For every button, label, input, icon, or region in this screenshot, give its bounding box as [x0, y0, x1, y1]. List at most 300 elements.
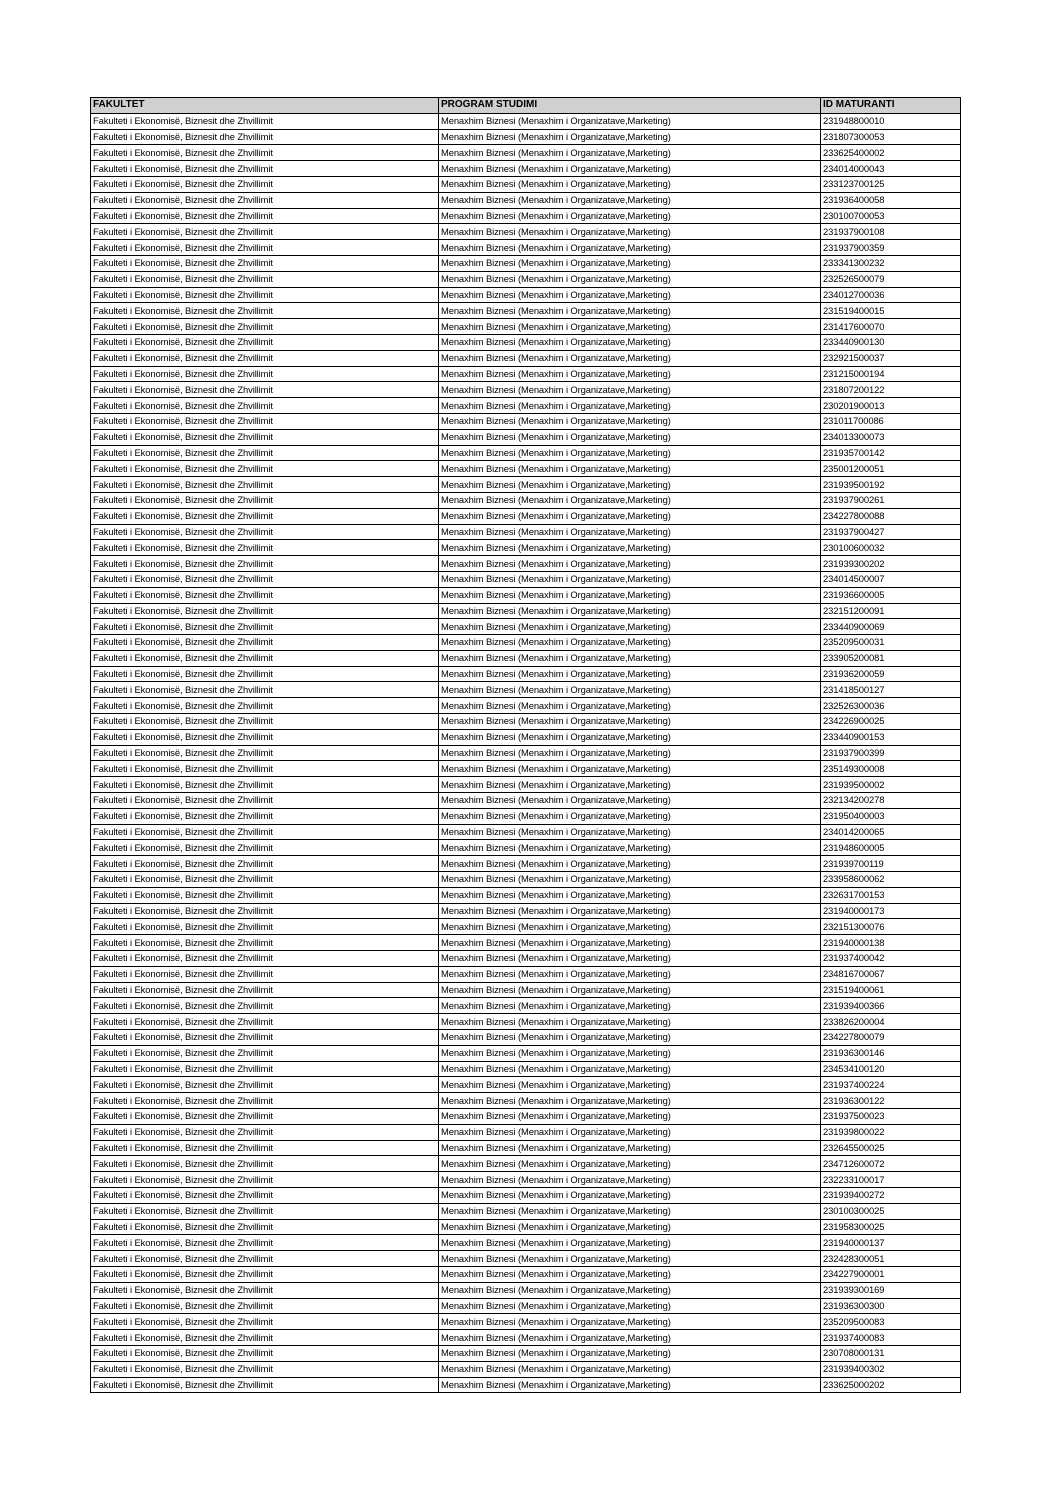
table-row	[91, 1235, 961, 1251]
cell-id: 232233100017	[821, 1172, 961, 1188]
cell-id: 231418500127	[821, 682, 961, 698]
cell-program: Menaxhim Biznesi (Menaxhim i Organizatave,Marketing)	[439, 508, 821, 524]
table-row	[91, 982, 961, 998]
cell-faculty: Fakulteti i Ekonomisë, Biznesit dhe Zhvillimit	[91, 129, 439, 145]
cell-faculty: Fakulteti i Ekonomisë, Biznesit dhe Zhvillimit	[91, 1061, 439, 1077]
cell-program: Menaxhim Biznesi (Menaxhim i Organizatave,Marketing)	[439, 1109, 821, 1125]
cell-program: Menaxhim Biznesi (Menaxhim i Organizatave,Marketing)	[439, 1219, 821, 1235]
cell-program: Menaxhim Biznesi (Menaxhim i Organizatave,Marketing)	[439, 571, 821, 587]
table-row	[91, 698, 961, 714]
cell-id: 233440900130	[821, 334, 961, 350]
table-row	[91, 935, 961, 951]
cell-faculty: Fakulteti i Ekonomisë, Biznesit dhe Zhvillimit	[91, 524, 439, 540]
table-row	[91, 793, 961, 809]
cell-faculty: Fakulteti i Ekonomisë, Biznesit dhe Zhvillimit	[91, 1266, 439, 1282]
cell-id: 231519400015	[821, 303, 961, 319]
cell-program: Menaxhim Biznesi (Menaxhim i Organizatave,Marketing)	[439, 1314, 821, 1330]
cell-faculty: Fakulteti i Ekonomisë, Biznesit dhe Zhvillimit	[91, 935, 439, 951]
cell-program: Menaxhim Biznesi (Menaxhim i Organizatave,Marketing)	[439, 208, 821, 224]
cell-faculty: Fakulteti i Ekonomisë, Biznesit dhe Zhvillimit	[91, 492, 439, 508]
cell-program: Menaxhim Biznesi (Menaxhim i Organizatave,Marketing)	[439, 1298, 821, 1314]
cell-id: 231940000138	[821, 935, 961, 951]
cell-id: 231807300053	[821, 129, 961, 145]
cell-faculty: Fakulteti i Ekonomisë, Biznesit dhe Zhvillimit	[91, 334, 439, 350]
table-row	[91, 1172, 961, 1188]
cell-faculty: Fakulteti i Ekonomisë, Biznesit dhe Zhvillimit	[91, 824, 439, 840]
table-row	[91, 176, 961, 192]
table-row	[91, 1061, 961, 1077]
table-body	[91, 113, 961, 1393]
cell-faculty: Fakulteti i Ekonomisë, Biznesit dhe Zhvillimit	[91, 919, 439, 935]
cell-id: 231948800010	[821, 113, 961, 129]
cell-faculty: Fakulteti i Ekonomisë, Biznesit dhe Zhvillimit	[91, 619, 439, 635]
cell-faculty: Fakulteti i Ekonomisë, Biznesit dhe Zhvillimit	[91, 461, 439, 477]
cell-faculty: Fakulteti i Ekonomisë, Biznesit dhe Zhvillimit	[91, 714, 439, 730]
cell-id: 233826200004	[821, 1014, 961, 1030]
cell-id: 230708000131	[821, 1345, 961, 1361]
cell-program: Menaxhim Biznesi (Menaxhim i Organizatave,Marketing)	[439, 1361, 821, 1377]
table-row	[91, 1045, 961, 1061]
cell-program: Menaxhim Biznesi (Menaxhim i Organizatave,Marketing)	[439, 477, 821, 493]
table-row	[91, 682, 961, 698]
table-row	[91, 1156, 961, 1172]
cell-id: 231939400302	[821, 1361, 961, 1377]
cell-id: 232921500037	[821, 350, 961, 366]
table-row	[91, 998, 961, 1014]
table-row	[91, 287, 961, 303]
cell-faculty: Fakulteti i Ekonomisë, Biznesit dhe Zhvillimit	[91, 319, 439, 335]
cell-program: Menaxhim Biznesi (Menaxhim i Organizatave,Marketing)	[439, 1203, 821, 1219]
table-row	[91, 161, 961, 177]
cell-program: Menaxhim Biznesi (Menaxhim i Organizatave,Marketing)	[439, 824, 821, 840]
cell-id: 235149300008	[821, 761, 961, 777]
table-row	[91, 1219, 961, 1235]
data-table	[90, 97, 961, 1393]
cell-id: 232151200091	[821, 603, 961, 619]
table-row	[91, 840, 961, 856]
cell-program: Menaxhim Biznesi (Menaxhim i Organizatave,Marketing)	[439, 935, 821, 951]
cell-faculty: Fakulteti i Ekonomisë, Biznesit dhe Zhvillimit	[91, 571, 439, 587]
table-row	[91, 966, 961, 982]
cell-program: Menaxhim Biznesi (Menaxhim i Organizatave,Marketing)	[439, 619, 821, 635]
cell-faculty: Fakulteti i Ekonomisë, Biznesit dhe Zhvillimit	[91, 271, 439, 287]
header-program: PROGRAM STUDIMI	[439, 98, 821, 114]
table-row	[91, 1014, 961, 1030]
cell-id: 234014200065	[821, 824, 961, 840]
cell-id: 231948600005	[821, 840, 961, 856]
cell-faculty: Fakulteti i Ekonomisë, Biznesit dhe Zhvillimit	[91, 1235, 439, 1251]
header-faculty: FAKULTET	[91, 98, 439, 114]
table-row	[91, 745, 961, 761]
cell-program: Menaxhim Biznesi (Menaxhim i Organizatave,Marketing)	[439, 919, 821, 935]
cell-program: Menaxhim Biznesi (Menaxhim i Organizatave,Marketing)	[439, 1124, 821, 1140]
cell-faculty: Fakulteti i Ekonomisë, Biznesit dhe Zhvillimit	[91, 1361, 439, 1377]
cell-id: 231950400003	[821, 808, 961, 824]
cell-program: Menaxhim Biznesi (Menaxhim i Organizatave,Marketing)	[439, 872, 821, 888]
cell-id: 233958600062	[821, 872, 961, 888]
table-row	[91, 587, 961, 603]
cell-id: 232526500079	[821, 271, 961, 287]
header-id: ID MATURANTI	[821, 98, 961, 114]
cell-program: Menaxhim Biznesi (Menaxhim i Organizatave,Marketing)	[439, 982, 821, 998]
cell-program: Menaxhim Biznesi (Menaxhim i Organizatave,Marketing)	[439, 129, 821, 145]
table-row	[91, 413, 961, 429]
table-row	[91, 445, 961, 461]
table-row	[91, 903, 961, 919]
cell-program: Menaxhim Biznesi (Menaxhim i Organizatave,Marketing)	[439, 492, 821, 508]
cell-id: 231937400083	[821, 1330, 961, 1346]
cell-id: 231939500002	[821, 777, 961, 793]
cell-faculty: Fakulteti i Ekonomisë, Biznesit dhe Zhvillimit	[91, 698, 439, 714]
cell-program: Menaxhim Biznesi (Menaxhim i Organizatave,Marketing)	[439, 287, 821, 303]
table-row	[91, 635, 961, 651]
cell-id: 230201900013	[821, 398, 961, 414]
cell-id: 232526300036	[821, 698, 961, 714]
cell-program: Menaxhim Biznesi (Menaxhim i Organizatave,Marketing)	[439, 714, 821, 730]
table-row	[91, 492, 961, 508]
table-row	[91, 350, 961, 366]
table-row	[91, 603, 961, 619]
cell-faculty: Fakulteti i Ekonomisë, Biznesit dhe Zhvillimit	[91, 445, 439, 461]
table-row	[91, 113, 961, 129]
cell-faculty: Fakulteti i Ekonomisë, Biznesit dhe Zhvillimit	[91, 1077, 439, 1093]
cell-program: Menaxhim Biznesi (Menaxhim i Organizatave,Marketing)	[439, 603, 821, 619]
cell-program: Menaxhim Biznesi (Menaxhim i Organizatave,Marketing)	[439, 635, 821, 651]
table-row	[91, 540, 961, 556]
cell-id: 234014500007	[821, 571, 961, 587]
cell-program: Menaxhim Biznesi (Menaxhim i Organizatave,Marketing)	[439, 445, 821, 461]
table-row	[91, 1314, 961, 1330]
cell-faculty: Fakulteti i Ekonomisë, Biznesit dhe Zhvillimit	[91, 808, 439, 824]
cell-program: Menaxhim Biznesi (Menaxhim i Organizatave,Marketing)	[439, 840, 821, 856]
cell-id: 235001200051	[821, 461, 961, 477]
cell-program: Menaxhim Biznesi (Menaxhim i Organizatave,Marketing)	[439, 176, 821, 192]
cell-id: 231937900108	[821, 224, 961, 240]
cell-faculty: Fakulteti i Ekonomisë, Biznesit dhe Zhvillimit	[91, 540, 439, 556]
cell-program: Menaxhim Biznesi (Menaxhim i Organizatave,Marketing)	[439, 1093, 821, 1109]
cell-faculty: Fakulteti i Ekonomisë, Biznesit dhe Zhvillimit	[91, 635, 439, 651]
cell-id: 233625000202	[821, 1377, 961, 1393]
cell-id: 231519400061	[821, 982, 961, 998]
table-row	[91, 1140, 961, 1156]
cell-faculty: Fakulteti i Ekonomisë, Biznesit dhe Zhvillimit	[91, 208, 439, 224]
cell-faculty: Fakulteti i Ekonomisë, Biznesit dhe Zhvillimit	[91, 1298, 439, 1314]
cell-id: 230100600032	[821, 540, 961, 556]
cell-faculty: Fakulteti i Ekonomisë, Biznesit dhe Zhvillimit	[91, 1030, 439, 1046]
cell-faculty: Fakulteti i Ekonomisë, Biznesit dhe Zhvillimit	[91, 761, 439, 777]
cell-faculty: Fakulteti i Ekonomisë, Biznesit dhe Zhvillimit	[91, 255, 439, 271]
table-row	[91, 729, 961, 745]
cell-program: Menaxhim Biznesi (Menaxhim i Organizatave,Marketing)	[439, 271, 821, 287]
cell-program: Menaxhim Biznesi (Menaxhim i Organizatave,Marketing)	[439, 777, 821, 793]
cell-id: 232645500025	[821, 1140, 961, 1156]
cell-program: Menaxhim Biznesi (Menaxhim i Organizatave,Marketing)	[439, 382, 821, 398]
cell-id: 233440900153	[821, 729, 961, 745]
cell-program: Menaxhim Biznesi (Menaxhim i Organizatave,Marketing)	[439, 556, 821, 572]
cell-program: Menaxhim Biznesi (Menaxhim i Organizatave,Marketing)	[439, 161, 821, 177]
cell-faculty: Fakulteti i Ekonomisë, Biznesit dhe Zhvillimit	[91, 1251, 439, 1267]
cell-id: 232631700153	[821, 887, 961, 903]
cell-faculty: Fakulteti i Ekonomisë, Biznesit dhe Zhvillimit	[91, 1345, 439, 1361]
cell-id: 233440900069	[821, 619, 961, 635]
cell-program: Menaxhim Biznesi (Menaxhim i Organizatave,Marketing)	[439, 1077, 821, 1093]
cell-id: 231936300146	[821, 1045, 961, 1061]
cell-faculty: Fakulteti i Ekonomisë, Biznesit dhe Zhvillimit	[91, 729, 439, 745]
cell-id: 231939500192	[821, 477, 961, 493]
cell-id: 234816700067	[821, 966, 961, 982]
cell-faculty: Fakulteti i Ekonomisë, Biznesit dhe Zhvillimit	[91, 745, 439, 761]
cell-id: 231939300169	[821, 1282, 961, 1298]
cell-id: 231417600070	[821, 319, 961, 335]
table-row	[91, 1109, 961, 1125]
cell-faculty: Fakulteti i Ekonomisë, Biznesit dhe Zhvillimit	[91, 145, 439, 161]
cell-faculty: Fakulteti i Ekonomisë, Biznesit dhe Zhvillimit	[91, 176, 439, 192]
cell-program: Menaxhim Biznesi (Menaxhim i Organizatave,Marketing)	[439, 966, 821, 982]
cell-faculty: Fakulteti i Ekonomisë, Biznesit dhe Zhvillimit	[91, 1282, 439, 1298]
cell-faculty: Fakulteti i Ekonomisë, Biznesit dhe Zhvillimit	[91, 429, 439, 445]
cell-program: Menaxhim Biznesi (Menaxhim i Organizatave,Marketing)	[439, 729, 821, 745]
cell-program: Menaxhim Biznesi (Menaxhim i Organizatave,Marketing)	[439, 650, 821, 666]
cell-faculty: Fakulteti i Ekonomisë, Biznesit dhe Zhvillimit	[91, 1219, 439, 1235]
cell-program: Menaxhim Biznesi (Menaxhim i Organizatave,Marketing)	[439, 1187, 821, 1203]
cell-program: Menaxhim Biznesi (Menaxhim i Organizatave,Marketing)	[439, 682, 821, 698]
cell-id: 232151300076	[821, 919, 961, 935]
table-row	[91, 1282, 961, 1298]
cell-faculty: Fakulteti i Ekonomisë, Biznesit dhe Zhvillimit	[91, 840, 439, 856]
cell-program: Menaxhim Biznesi (Menaxhim i Organizatave,Marketing)	[439, 240, 821, 256]
table-row	[91, 524, 961, 540]
cell-program: Menaxhim Biznesi (Menaxhim i Organizatave,Marketing)	[439, 1156, 821, 1172]
cell-faculty: Fakulteti i Ekonomisë, Biznesit dhe Zhvillimit	[91, 1377, 439, 1393]
cell-id: 233123700125	[821, 176, 961, 192]
table-row	[91, 1030, 961, 1046]
table-row	[91, 1266, 961, 1282]
cell-id: 234013300073	[821, 429, 961, 445]
cell-id: 231807200122	[821, 382, 961, 398]
table-row	[91, 556, 961, 572]
table-row	[91, 1330, 961, 1346]
table-row	[91, 714, 961, 730]
cell-faculty: Fakulteti i Ekonomisë, Biznesit dhe Zhvillimit	[91, 398, 439, 414]
cell-faculty: Fakulteti i Ekonomisë, Biznesit dhe Zhvillimit	[91, 1045, 439, 1061]
cell-id: 233341300232	[821, 255, 961, 271]
cell-faculty: Fakulteti i Ekonomisë, Biznesit dhe Zhvillimit	[91, 303, 439, 319]
table-row	[91, 571, 961, 587]
cell-id: 231937400224	[821, 1077, 961, 1093]
cell-id: 231939400366	[821, 998, 961, 1014]
cell-id: 234227800088	[821, 508, 961, 524]
cell-id: 234226900025	[821, 714, 961, 730]
cell-program: Menaxhim Biznesi (Menaxhim i Organizatave,Marketing)	[439, 1045, 821, 1061]
table-row	[91, 208, 961, 224]
table-row	[91, 319, 961, 335]
cell-faculty: Fakulteti i Ekonomisë, Biznesit dhe Zhvillimit	[91, 287, 439, 303]
table-row	[91, 145, 961, 161]
cell-faculty: Fakulteti i Ekonomisë, Biznesit dhe Zhvillimit	[91, 382, 439, 398]
cell-faculty: Fakulteti i Ekonomisë, Biznesit dhe Zhvillimit	[91, 556, 439, 572]
table-row	[91, 872, 961, 888]
cell-faculty: Fakulteti i Ekonomisë, Biznesit dhe Zhvillimit	[91, 650, 439, 666]
cell-id: 235209500083	[821, 1314, 961, 1330]
cell-id: 231936300122	[821, 1093, 961, 1109]
cell-faculty: Fakulteti i Ekonomisë, Biznesit dhe Zhvillimit	[91, 113, 439, 129]
cell-program: Menaxhim Biznesi (Menaxhim i Organizatave,Marketing)	[439, 745, 821, 761]
cell-program: Menaxhim Biznesi (Menaxhim i Organizatave,Marketing)	[439, 413, 821, 429]
cell-id: 234227800079	[821, 1030, 961, 1046]
cell-id: 231935700142	[821, 445, 961, 461]
cell-id: 234712600072	[821, 1156, 961, 1172]
table-row	[91, 777, 961, 793]
cell-faculty: Fakulteti i Ekonomisë, Biznesit dhe Zhvillimit	[91, 477, 439, 493]
table-row	[91, 761, 961, 777]
cell-id: 232428300051	[821, 1251, 961, 1267]
table-row	[91, 1345, 961, 1361]
table-row	[91, 303, 961, 319]
cell-id: 231939300202	[821, 556, 961, 572]
cell-faculty: Fakulteti i Ekonomisë, Biznesit dhe Zhvillimit	[91, 1093, 439, 1109]
cell-faculty: Fakulteti i Ekonomisë, Biznesit dhe Zhvillimit	[91, 1156, 439, 1172]
cell-faculty: Fakulteti i Ekonomisë, Biznesit dhe Zhvillimit	[91, 240, 439, 256]
cell-program: Menaxhim Biznesi (Menaxhim i Organizatave,Marketing)	[439, 192, 821, 208]
cell-program: Menaxhim Biznesi (Menaxhim i Organizatave,Marketing)	[439, 1140, 821, 1156]
cell-id: 231940000173	[821, 903, 961, 919]
table-row	[91, 271, 961, 287]
cell-program: Menaxhim Biznesi (Menaxhim i Organizatave,Marketing)	[439, 524, 821, 540]
cell-program: Menaxhim Biznesi (Menaxhim i Organizatave,Marketing)	[439, 1061, 821, 1077]
cell-id: 231936600005	[821, 587, 961, 603]
cell-faculty: Fakulteti i Ekonomisë, Biznesit dhe Zhvillimit	[91, 793, 439, 809]
table-row	[91, 382, 961, 398]
cell-id: 231011700086	[821, 413, 961, 429]
cell-program: Menaxhim Biznesi (Menaxhim i Organizatave,Marketing)	[439, 903, 821, 919]
cell-id: 231936200059	[821, 666, 961, 682]
cell-faculty: Fakulteti i Ekonomisë, Biznesit dhe Zhvillimit	[91, 1014, 439, 1030]
table-row	[91, 650, 961, 666]
cell-faculty: Fakulteti i Ekonomisë, Biznesit dhe Zhvillimit	[91, 603, 439, 619]
cell-faculty: Fakulteti i Ekonomisë, Biznesit dhe Zhvillimit	[91, 966, 439, 982]
table-row	[91, 1093, 961, 1109]
table-row	[91, 1203, 961, 1219]
cell-faculty: Fakulteti i Ekonomisë, Biznesit dhe Zhvillimit	[91, 1203, 439, 1219]
table-row	[91, 619, 961, 635]
cell-faculty: Fakulteti i Ekonomisë, Biznesit dhe Zhvillimit	[91, 1140, 439, 1156]
cell-id: 230100700053	[821, 208, 961, 224]
table-row	[91, 461, 961, 477]
cell-program: Menaxhim Biznesi (Menaxhim i Organizatave,Marketing)	[439, 666, 821, 682]
cell-id: 231936400058	[821, 192, 961, 208]
cell-id: 231939800022	[821, 1124, 961, 1140]
cell-faculty: Fakulteti i Ekonomisë, Biznesit dhe Zhvillimit	[91, 192, 439, 208]
cell-id: 231937500023	[821, 1109, 961, 1125]
table-row	[91, 1124, 961, 1140]
cell-program: Menaxhim Biznesi (Menaxhim i Organizatave,Marketing)	[439, 1014, 821, 1030]
cell-id: 231939400272	[821, 1187, 961, 1203]
cell-id: 231958300025	[821, 1219, 961, 1235]
table-row	[91, 808, 961, 824]
cell-program: Menaxhim Biznesi (Menaxhim i Organizatave,Marketing)	[439, 1345, 821, 1361]
cell-program: Menaxhim Biznesi (Menaxhim i Organizatave,Marketing)	[439, 793, 821, 809]
cell-id: 231936300300	[821, 1298, 961, 1314]
cell-program: Menaxhim Biznesi (Menaxhim i Organizatave,Marketing)	[439, 461, 821, 477]
cell-id: 231937400042	[821, 951, 961, 967]
cell-faculty: Fakulteti i Ekonomisë, Biznesit dhe Zhvillimit	[91, 903, 439, 919]
cell-program: Menaxhim Biznesi (Menaxhim i Organizatave,Marketing)	[439, 808, 821, 824]
table-row	[91, 224, 961, 240]
cell-program: Menaxhim Biznesi (Menaxhim i Organizatave,Marketing)	[439, 224, 821, 240]
cell-id: 231939700119	[821, 856, 961, 872]
cell-id: 233905200081	[821, 650, 961, 666]
cell-program: Menaxhim Biznesi (Menaxhim i Organizatave,Marketing)	[439, 303, 821, 319]
cell-faculty: Fakulteti i Ekonomisë, Biznesit dhe Zhvillimit	[91, 1124, 439, 1140]
cell-faculty: Fakulteti i Ekonomisë, Biznesit dhe Zhvillimit	[91, 1109, 439, 1125]
cell-program: Menaxhim Biznesi (Menaxhim i Organizatave,Marketing)	[439, 856, 821, 872]
cell-program: Menaxhim Biznesi (Menaxhim i Organizatave,Marketing)	[439, 540, 821, 556]
cell-program: Menaxhim Biznesi (Menaxhim i Organizatave,Marketing)	[439, 887, 821, 903]
cell-program: Menaxhim Biznesi (Menaxhim i Organizatave,Marketing)	[439, 145, 821, 161]
cell-program: Menaxhim Biznesi (Menaxhim i Organizatave,Marketing)	[439, 951, 821, 967]
table-row	[91, 1298, 961, 1314]
cell-faculty: Fakulteti i Ekonomisë, Biznesit dhe Zhvillimit	[91, 1187, 439, 1203]
cell-program: Menaxhim Biznesi (Menaxhim i Organizatave,Marketing)	[439, 350, 821, 366]
cell-faculty: Fakulteti i Ekonomisë, Biznesit dhe Zhvillimit	[91, 413, 439, 429]
cell-faculty: Fakulteti i Ekonomisë, Biznesit dhe Zhvillimit	[91, 682, 439, 698]
table-row	[91, 666, 961, 682]
cell-faculty: Fakulteti i Ekonomisë, Biznesit dhe Zhvillimit	[91, 366, 439, 382]
cell-program: Menaxhim Biznesi (Menaxhim i Organizatave,Marketing)	[439, 587, 821, 603]
cell-id: 234012700036	[821, 287, 961, 303]
cell-faculty: Fakulteti i Ekonomisë, Biznesit dhe Zhvillimit	[91, 998, 439, 1014]
table-row	[91, 508, 961, 524]
cell-faculty: Fakulteti i Ekonomisë, Biznesit dhe Zhvillimit	[91, 666, 439, 682]
cell-program: Menaxhim Biznesi (Menaxhim i Organizatave,Marketing)	[439, 1172, 821, 1188]
cell-id: 230100300025	[821, 1203, 961, 1219]
cell-faculty: Fakulteti i Ekonomisë, Biznesit dhe Zhvillimit	[91, 1330, 439, 1346]
table-row	[91, 240, 961, 256]
cell-program: Menaxhim Biznesi (Menaxhim i Organizatave,Marketing)	[439, 366, 821, 382]
cell-faculty: Fakulteti i Ekonomisë, Biznesit dhe Zhvillimit	[91, 224, 439, 240]
cell-program: Menaxhim Biznesi (Menaxhim i Organizatave,Marketing)	[439, 334, 821, 350]
table-row	[91, 366, 961, 382]
cell-faculty: Fakulteti i Ekonomisë, Biznesit dhe Zhvillimit	[91, 508, 439, 524]
cell-program: Menaxhim Biznesi (Menaxhim i Organizatave,Marketing)	[439, 1282, 821, 1298]
cell-faculty: Fakulteti i Ekonomisë, Biznesit dhe Zhvillimit	[91, 872, 439, 888]
cell-faculty: Fakulteti i Ekonomisë, Biznesit dhe Zhvillimit	[91, 161, 439, 177]
table-row	[91, 429, 961, 445]
cell-program: Menaxhim Biznesi (Menaxhim i Organizatave,Marketing)	[439, 113, 821, 129]
table-row	[91, 856, 961, 872]
table-row	[91, 477, 961, 493]
table-row	[91, 398, 961, 414]
table-row	[91, 1361, 961, 1377]
cell-id: 231937900359	[821, 240, 961, 256]
cell-program: Menaxhim Biznesi (Menaxhim i Organizatave,Marketing)	[439, 761, 821, 777]
table-row	[91, 1077, 961, 1093]
cell-faculty: Fakulteti i Ekonomisë, Biznesit dhe Zhvillimit	[91, 982, 439, 998]
cell-id: 231937900261	[821, 492, 961, 508]
cell-program: Menaxhim Biznesi (Menaxhim i Organizatave,Marketing)	[439, 1266, 821, 1282]
cell-id: 234014000043	[821, 161, 961, 177]
cell-faculty: Fakulteti i Ekonomisë, Biznesit dhe Zhvillimit	[91, 777, 439, 793]
cell-id: 234227900001	[821, 1266, 961, 1282]
cell-faculty: Fakulteti i Ekonomisë, Biznesit dhe Zhvillimit	[91, 856, 439, 872]
cell-id: 234534100120	[821, 1061, 961, 1077]
table-row	[91, 1377, 961, 1393]
cell-id: 231937900399	[821, 745, 961, 761]
cell-id: 232134200278	[821, 793, 961, 809]
cell-faculty: Fakulteti i Ekonomisë, Biznesit dhe Zhvillimit	[91, 587, 439, 603]
table-row	[91, 919, 961, 935]
cell-program: Menaxhim Biznesi (Menaxhim i Organizatave,Marketing)	[439, 429, 821, 445]
